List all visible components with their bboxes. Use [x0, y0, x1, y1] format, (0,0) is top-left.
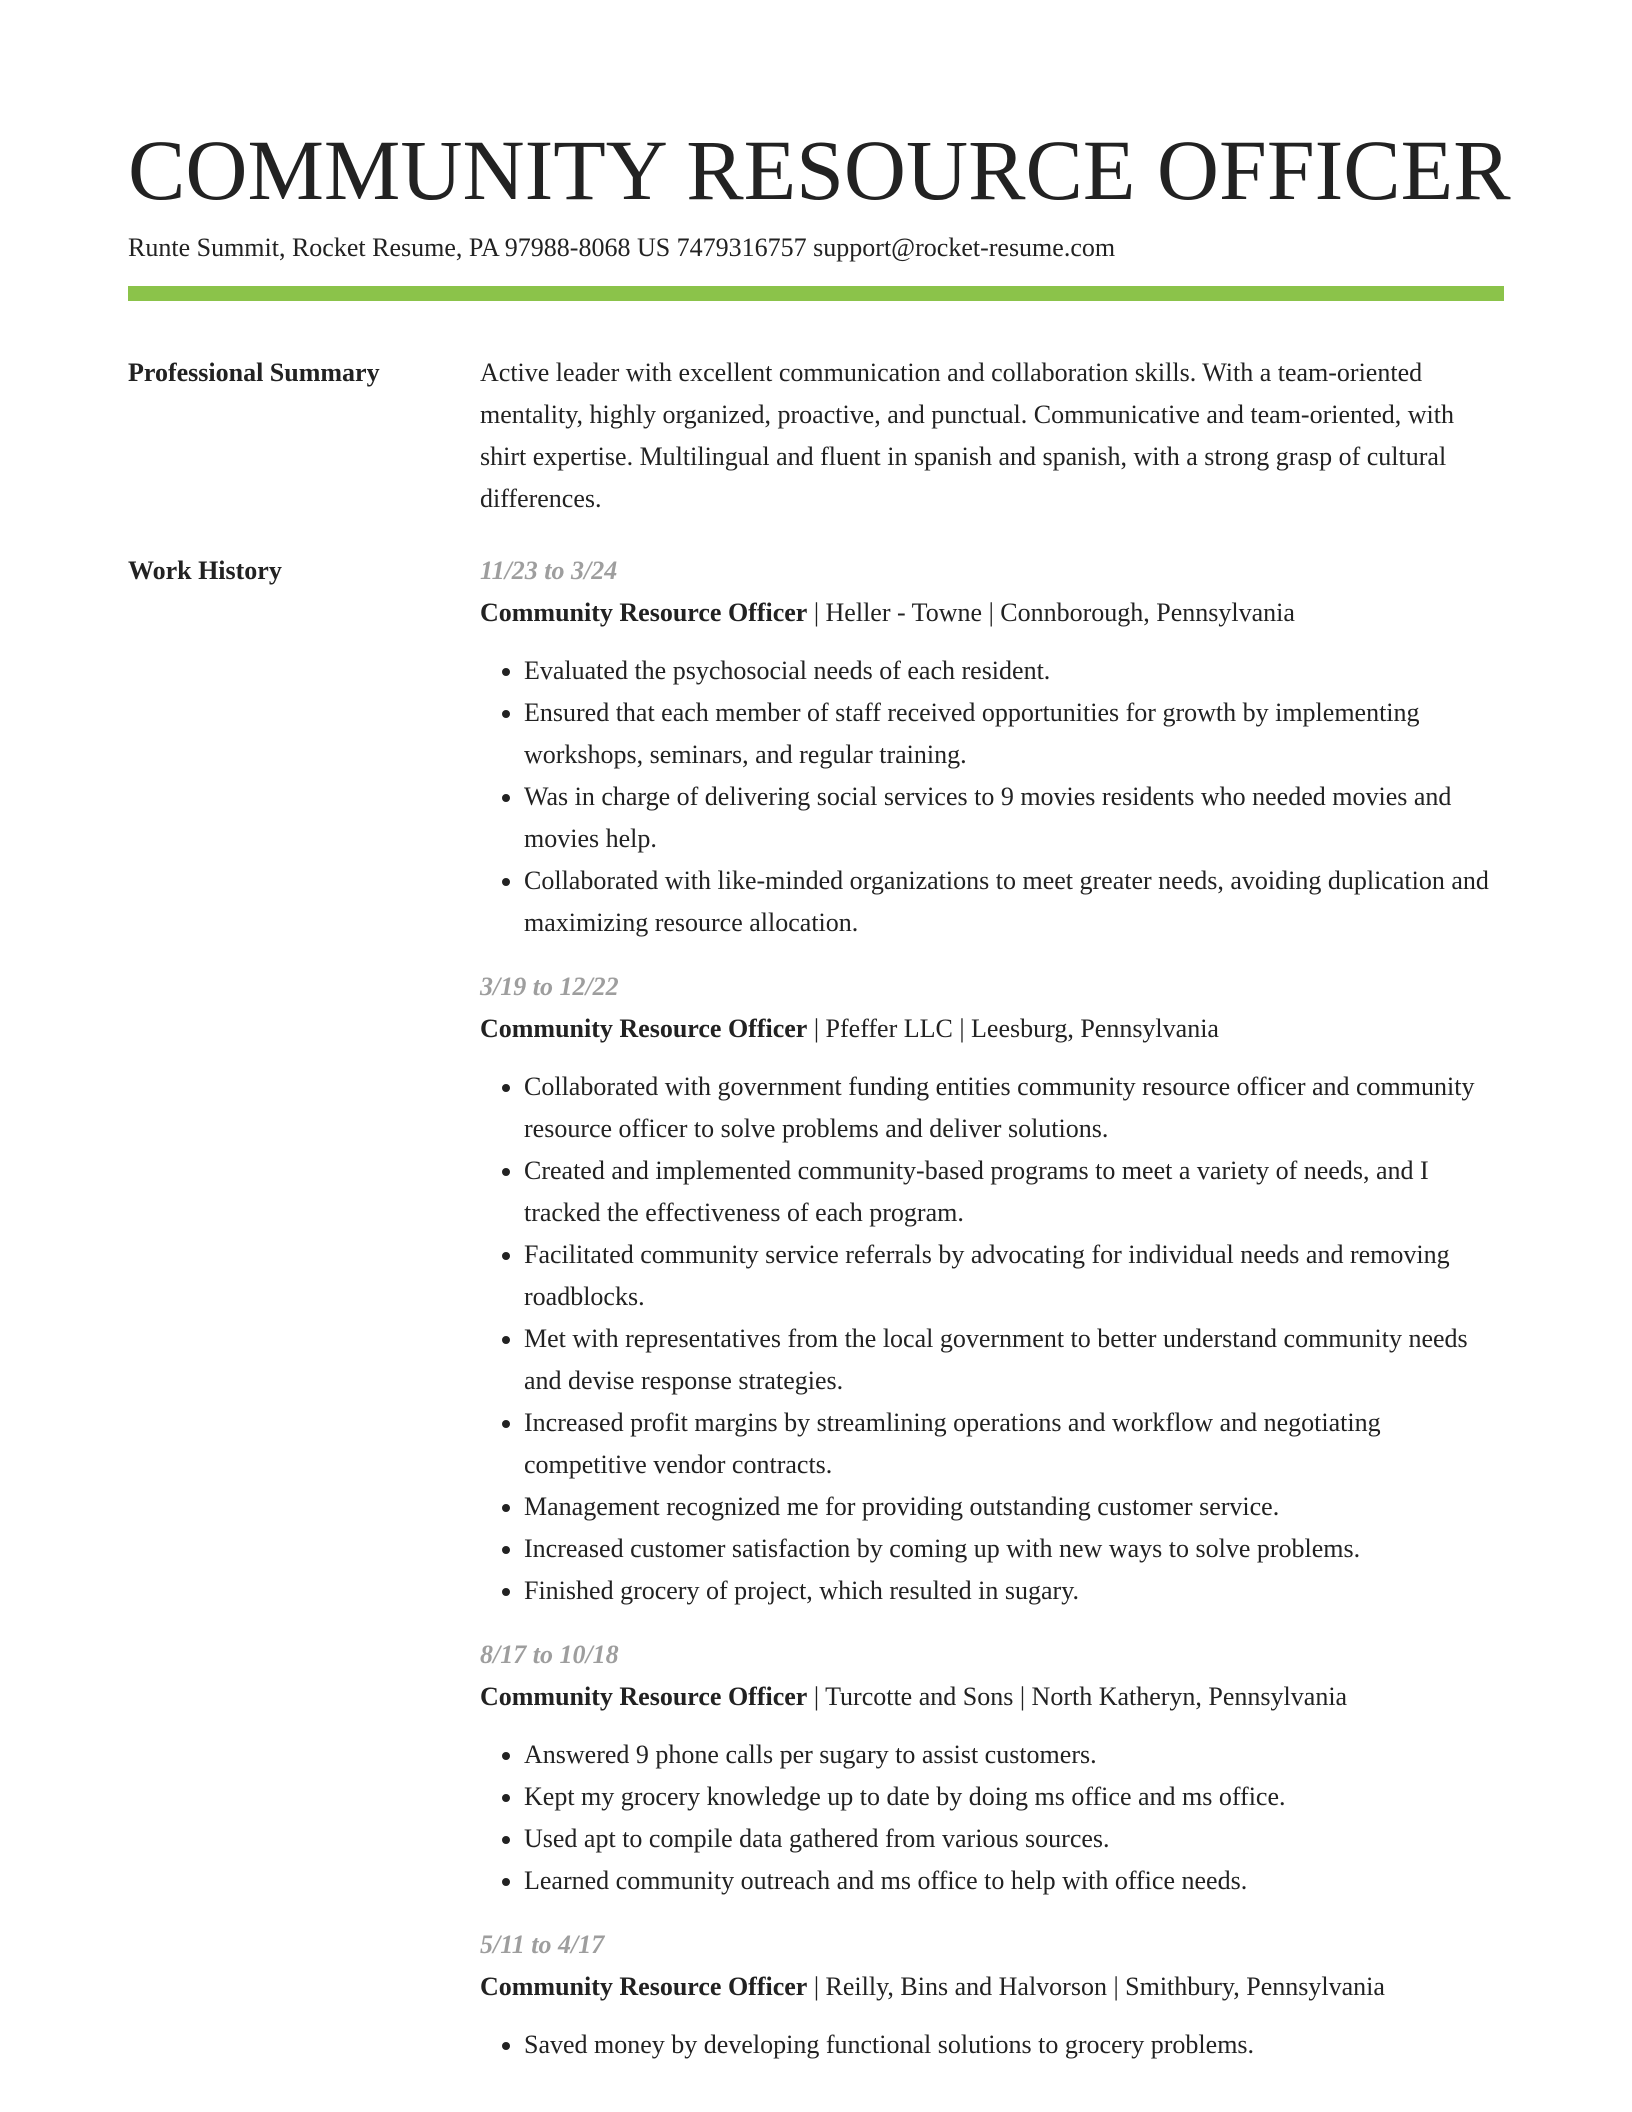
job-bullet: • Kept my grocery knowledge up to date by doing ms office and ms office. — [524, 1776, 1504, 1818]
job-heading — [480, 1676, 1504, 1718]
job-bullet: • Ensured that each member of staff received opportunities for growth by implementing workshops, seminars, and regular training. — [524, 692, 1504, 776]
summary-body — [480, 352, 1504, 520]
job-title: Community Resource Officer — [480, 598, 808, 627]
job-title: Community Resource Officer — [480, 1014, 808, 1043]
job-dates: 11/23 to 3/24 — [480, 556, 618, 585]
job-entry — [480, 966, 1504, 1612]
job-bullet: • Finished grocery of project, which resulted in sugary. — [524, 1570, 1504, 1612]
job-bullet-list — [480, 1734, 1504, 1902]
job-bullet: • Answered 9 phone calls per sugary to assist customers. — [524, 1734, 1504, 1776]
job-bullet-list — [480, 650, 1504, 944]
job-bullet: • Collaborated with government funding entities community resource officer and community resource officer to solve problems and deliver solutions. — [524, 1066, 1504, 1150]
job-bullet: • Used apt to compile data gathered from various sources. — [524, 1818, 1504, 1860]
job-bullet: • Management recognized me for providing outstanding customer service. — [524, 1486, 1504, 1528]
work-history-body — [480, 550, 1504, 2088]
summary-text: Active leader with excellent communication and collaboration skills. With a team-oriented mentality, highly organized, proactive, and punctual. Communicative and team-oriented, with shirt expertise. Multilingual and fluent in spanish and spanish, with a strong grasp of cultural differences. — [480, 358, 1454, 513]
job-bullet: • Met with representatives from the local government to better understand community needs and devise response strategies. — [524, 1318, 1504, 1402]
job-heading — [480, 592, 1504, 634]
job-dates: 8/17 to 10/18 — [480, 1640, 619, 1669]
header-divider — [128, 286, 1504, 301]
contact-line: Runte Summit, Rocket Resume, PA 97988-8068 US 7479316757 support@rocket-resume.com — [128, 233, 1116, 262]
job-bullet: • Was in charge of delivering social services to 9 movies residents who needed movies and movies help. — [524, 776, 1504, 860]
job-employer-location: | Reilly, Bins and Halvorson | Smithbury, Pennsylvania — [807, 1972, 1385, 2001]
job-employer-location: | Pfeffer LLC | Leesburg, Pennsylvania — [807, 1014, 1219, 1043]
summary-heading: Professional Summary — [128, 358, 380, 387]
job-title: Community Resource Officer — [480, 1682, 808, 1711]
work-history-heading: Work History — [128, 556, 282, 585]
job-bullet: • Facilitated community service referrals by advocating for individual needs and removing roadblocks. — [524, 1234, 1504, 1318]
resume-name: COMMUNITY RESOURCE OFFICER — [128, 122, 1511, 218]
job-bullet: • Created and implemented community-based programs to meet a variety of needs, and I tracked the effectiveness of each program. — [524, 1150, 1504, 1234]
job-title: Community Resource Officer — [480, 1972, 808, 2001]
job-heading — [480, 1008, 1504, 1050]
job-bullet: • Evaluated the psychosocial needs of each resident. — [524, 650, 1504, 692]
job-bullet-list — [480, 1066, 1504, 1612]
job-dates: 3/19 to 12/22 — [480, 972, 619, 1001]
job-entry — [480, 1634, 1504, 1902]
job-entry — [480, 1924, 1504, 2066]
job-heading — [480, 1966, 1504, 2008]
job-employer-location: | Heller - Towne | Connborough, Pennsylvania — [807, 598, 1295, 627]
job-bullet: • Saved money by developing functional solutions to grocery problems. — [524, 2024, 1504, 2066]
job-dates: 5/11 to 4/17 — [480, 1930, 605, 1959]
job-bullet: • Increased customer satisfaction by coming up with new ways to solve problems. — [524, 1528, 1504, 1570]
job-bullet-list — [480, 2024, 1504, 2066]
job-bullet: • Collaborated with like-minded organizations to meet greater needs, avoiding duplication and maximizing resource allocation. — [524, 860, 1504, 944]
job-entry — [480, 550, 1504, 944]
job-bullet: • Increased profit margins by streamlining operations and workflow and negotiating competitive vendor contracts. — [524, 1402, 1504, 1486]
job-employer-location: | Turcotte and Sons | North Katheryn, Pennsylvania — [807, 1682, 1348, 1711]
job-bullet: • Learned community outreach and ms office to help with office needs. — [524, 1860, 1504, 1902]
